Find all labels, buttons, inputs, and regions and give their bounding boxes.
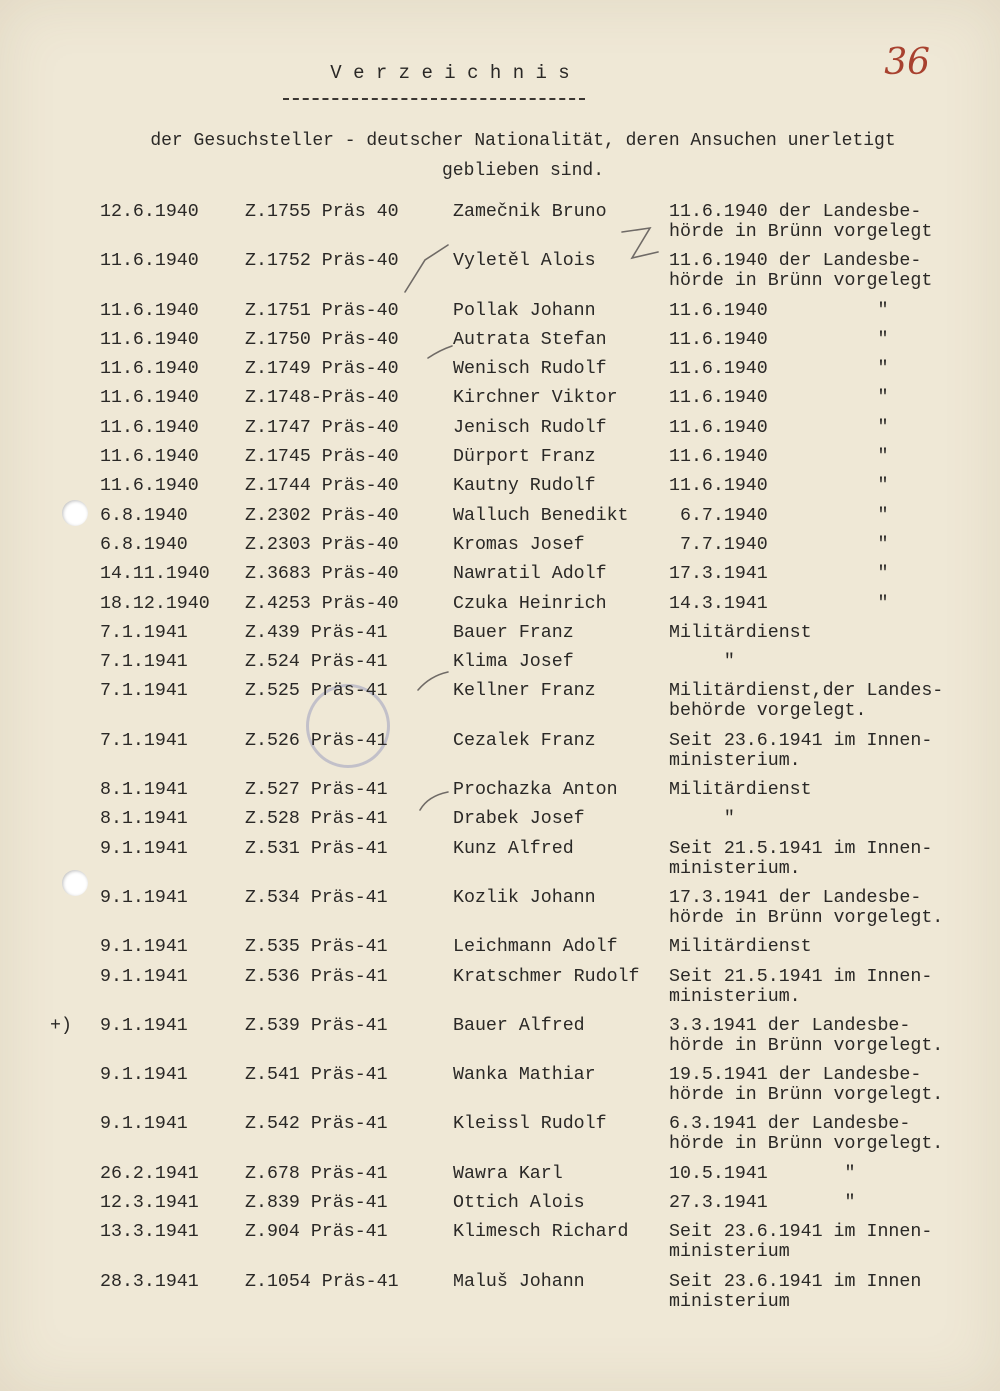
entry-name: Nawratil Adolf <box>453 564 607 585</box>
entry-date: 11.6.1940 <box>100 447 199 468</box>
entry-date: 11.6.1940 <box>100 251 199 272</box>
entry-reference: Z.524 Präs-41 <box>245 652 388 673</box>
entry-status: Seit 23.6.1941 im Innen ministerium <box>669 1271 922 1312</box>
entry-reference: Z.526 Präs-41 <box>245 730 388 751</box>
entry-date: 8.1.1941 <box>100 780 188 801</box>
entry-date: 7.1.1941 <box>100 730 188 751</box>
entry-reference: Z.531 Präs-41 <box>245 838 388 859</box>
entry-status: 11.6.1940 " <box>669 300 889 321</box>
entry-date: 11.6.1940 <box>100 359 199 380</box>
page-number: 36 <box>884 42 930 83</box>
entry-status: 14.3.1941 " <box>669 593 889 614</box>
entry-name: Kautny Rudolf <box>453 476 596 497</box>
entry-name: Kleissl Rudolf <box>453 1114 607 1135</box>
entry-status: 11.6.1940 der Landesbe- hörde in Brünn vorgelegt <box>669 202 933 242</box>
entry-date: 13.3.1941 <box>100 1222 199 1243</box>
entry-name: Autrata Stefan <box>453 329 607 350</box>
entry-status: 11.6.1940 " <box>669 359 889 380</box>
entry-reference: Z.536 Präs-41 <box>245 966 388 987</box>
entry-name: Kellner Franz <box>453 681 596 702</box>
entry-reference: Z.1752 Präs-40 <box>245 251 399 272</box>
entry-status: " <box>669 652 735 673</box>
entry-status: 11.6.1940 " <box>669 417 889 438</box>
entry-reference: Z.439 Präs-41 <box>245 622 388 643</box>
entry-reference: Z.1744 Präs-40 <box>245 476 399 497</box>
entry-date: 7.1.1941 <box>100 652 188 673</box>
entry-status: " <box>669 809 735 830</box>
entry-status: 11.6.1940 " <box>669 329 889 350</box>
entry-status: Militärdienst <box>669 622 812 643</box>
entry-name: Klima Josef <box>453 652 574 673</box>
entry-reference: Z.904 Präs-41 <box>245 1222 388 1243</box>
entry-reference: Z.1755 Präs 40 <box>245 202 399 222</box>
entry-name: Wawra Karl <box>453 1163 563 1184</box>
entry-date: 11.6.1940 <box>100 388 199 409</box>
entry-name: Bauer Alfred <box>453 1015 585 1036</box>
document-subtitle: der Gesuchsteller - deutscher Nationalität, deren Ansuchen unerletigt geblieben sind. <box>150 131 896 181</box>
entry-status: Seit 21.5.1941 im Innen- ministerium. <box>669 838 933 879</box>
entry-status: Militärdienst <box>669 780 812 801</box>
entry-name: Kozlik Johann <box>453 887 596 908</box>
entry-date: 12.6.1940 <box>100 202 199 222</box>
entry-date: 9.1.1941 <box>100 838 188 859</box>
entry-status: 3.3.1941 der Landesbe- hörde in Brünn vorgelegt. <box>669 1015 944 1056</box>
entry-date: 6.8.1940 <box>100 505 188 526</box>
entry-name: Kirchner Viktor <box>453 388 618 409</box>
entry-reference: Z.1747 Präs-40 <box>245 417 399 438</box>
document-title: V e r z e i c h n i s <box>330 62 570 84</box>
entry-name: Wenisch Rudolf <box>453 359 607 380</box>
entry-date: 9.1.1941 <box>100 966 188 987</box>
entry-date: 9.1.1941 <box>100 1015 188 1036</box>
entry-date: 9.1.1941 <box>100 1065 188 1086</box>
entry-reference: Z.1750 Präs-40 <box>245 329 399 350</box>
entry-name: Vyletěl Alois <box>453 251 596 272</box>
entry-name: Pollak Johann <box>453 300 596 321</box>
entry-status: Seit 23.6.1941 im Innen- ministerium <box>669 1222 933 1263</box>
entry-name: Walluch Benedikt <box>453 505 629 526</box>
entry-date: 7.1.1941 <box>100 622 188 643</box>
entry-name: Klimesch Richard <box>453 1222 629 1243</box>
entry-reference: Z.535 Präs-41 <box>245 937 388 958</box>
entry-name: Ottich Alois <box>453 1193 585 1214</box>
entry-reference: Z.1054 Präs-41 <box>245 1271 399 1292</box>
entry-status: 17.3.1941 der Landesbe- hörde in Brünn vorgelegt. <box>669 887 944 928</box>
entry-date: 9.1.1941 <box>100 887 188 908</box>
entry-date: 8.1.1941 <box>100 809 188 830</box>
entry-date: 7.1.1941 <box>100 681 188 702</box>
entry-name: Kunz Alfred <box>453 838 574 859</box>
entry-reference: Z.541 Präs-41 <box>245 1065 388 1086</box>
entry-status: 11.6.1940 der Landesbe- hörde in Brünn vorgelegt <box>669 251 933 292</box>
entry-date: 18.12.1940 <box>100 593 210 614</box>
entry-status: 27.3.1941 " <box>669 1193 856 1214</box>
entry-name: Czuka Heinrich <box>453 593 607 614</box>
entry-status: Seit 21.5.1941 im Innen- ministerium. <box>669 966 933 1007</box>
entry-status: 19.5.1941 der Landesbe- hörde in Brünn vorgelegt. <box>669 1065 944 1106</box>
entry-name: Bauer Franz <box>453 622 574 643</box>
entry-reference: Z.1749 Präs-40 <box>245 359 399 380</box>
entry-date: 11.6.1940 <box>100 476 199 497</box>
entry-reference: Z.2303 Präs-40 <box>245 534 399 555</box>
entry-date: 26.2.1941 <box>100 1163 199 1184</box>
entry-name: Jenisch Rudolf <box>453 417 607 438</box>
entry-date: 11.6.1940 <box>100 417 199 438</box>
entry-status: Seit 23.6.1941 im Innen- ministerium. <box>669 730 933 771</box>
entry-reference: Z.542 Präs-41 <box>245 1114 388 1135</box>
entry-name: Dürport Franz <box>453 447 596 468</box>
entry-reference: Z.3683 Präs-40 <box>245 564 399 585</box>
entry-reference: Z.4253 Präs-40 <box>245 593 399 614</box>
entry-name: Cezalek Franz <box>453 730 596 751</box>
entry-reference: Z.1748-Präs-40 <box>245 388 399 409</box>
entry-reference: Z.1751 Präs-40 <box>245 300 399 321</box>
entry-reference: Z.2302 Präs-40 <box>245 505 399 526</box>
entry-name: Maluš Johann <box>453 1271 585 1292</box>
entry-reference: Z.534 Präs-41 <box>245 887 388 908</box>
entry-date: 9.1.1941 <box>100 937 188 958</box>
entry-reference: Z.678 Präs-41 <box>245 1163 388 1184</box>
entry-status: 7.7.1940 " <box>669 534 889 555</box>
entry-reference: Z.839 Präs-41 <box>245 1193 388 1214</box>
entry-status: Militärdienst <box>669 937 812 958</box>
entry-status: Militärdienst,der Landes- behörde vorgelegt. <box>669 681 944 722</box>
entry-date: 12.3.1941 <box>100 1193 199 1214</box>
entry-reference: Z.528 Präs-41 <box>245 809 388 830</box>
entry-name: Drabek Josef <box>453 809 585 830</box>
entry-reference: Z.1745 Präs-40 <box>245 447 399 468</box>
entry-status: 11.6.1940 " <box>669 476 889 497</box>
entry-name: Leichmann Adolf <box>453 937 618 958</box>
entry-status: 6.3.1941 der Landesbe- hörde in Brünn vorgelegt. <box>669 1114 944 1155</box>
entry-date: 9.1.1941 <box>100 1114 188 1135</box>
entry-date: 11.6.1940 <box>100 329 199 350</box>
entry-date: 6.8.1940 <box>100 534 188 555</box>
entry-name: Kromas Josef <box>453 534 585 555</box>
entry-reference: Z.525 Präs-41 <box>245 681 388 702</box>
entry-name: Kratschmer Rudolf <box>453 966 640 987</box>
entry-status: 17.3.1941 " <box>669 564 889 585</box>
entry-reference: Z.527 Präs-41 <box>245 780 388 801</box>
entry-status: 10.5.1941 " <box>669 1163 856 1184</box>
entry-date: 28.3.1941 <box>100 1271 199 1292</box>
entry-name: Zamečnik Bruno <box>453 202 607 222</box>
entry-date: 14.11.1940 <box>100 564 210 585</box>
entry-status: 11.6.1940 " <box>669 388 889 409</box>
entry-date: 11.6.1940 <box>100 300 199 321</box>
entry-status: 11.6.1940 " <box>669 447 889 468</box>
row-mark: +) <box>50 1015 72 1036</box>
entry-reference: Z.539 Präs-41 <box>245 1015 388 1036</box>
entry-status: 6.7.1940 " <box>669 505 889 526</box>
entry-name: Prochazka Anton <box>453 780 618 801</box>
entry-name: Wanka Mathiar <box>453 1065 596 1086</box>
